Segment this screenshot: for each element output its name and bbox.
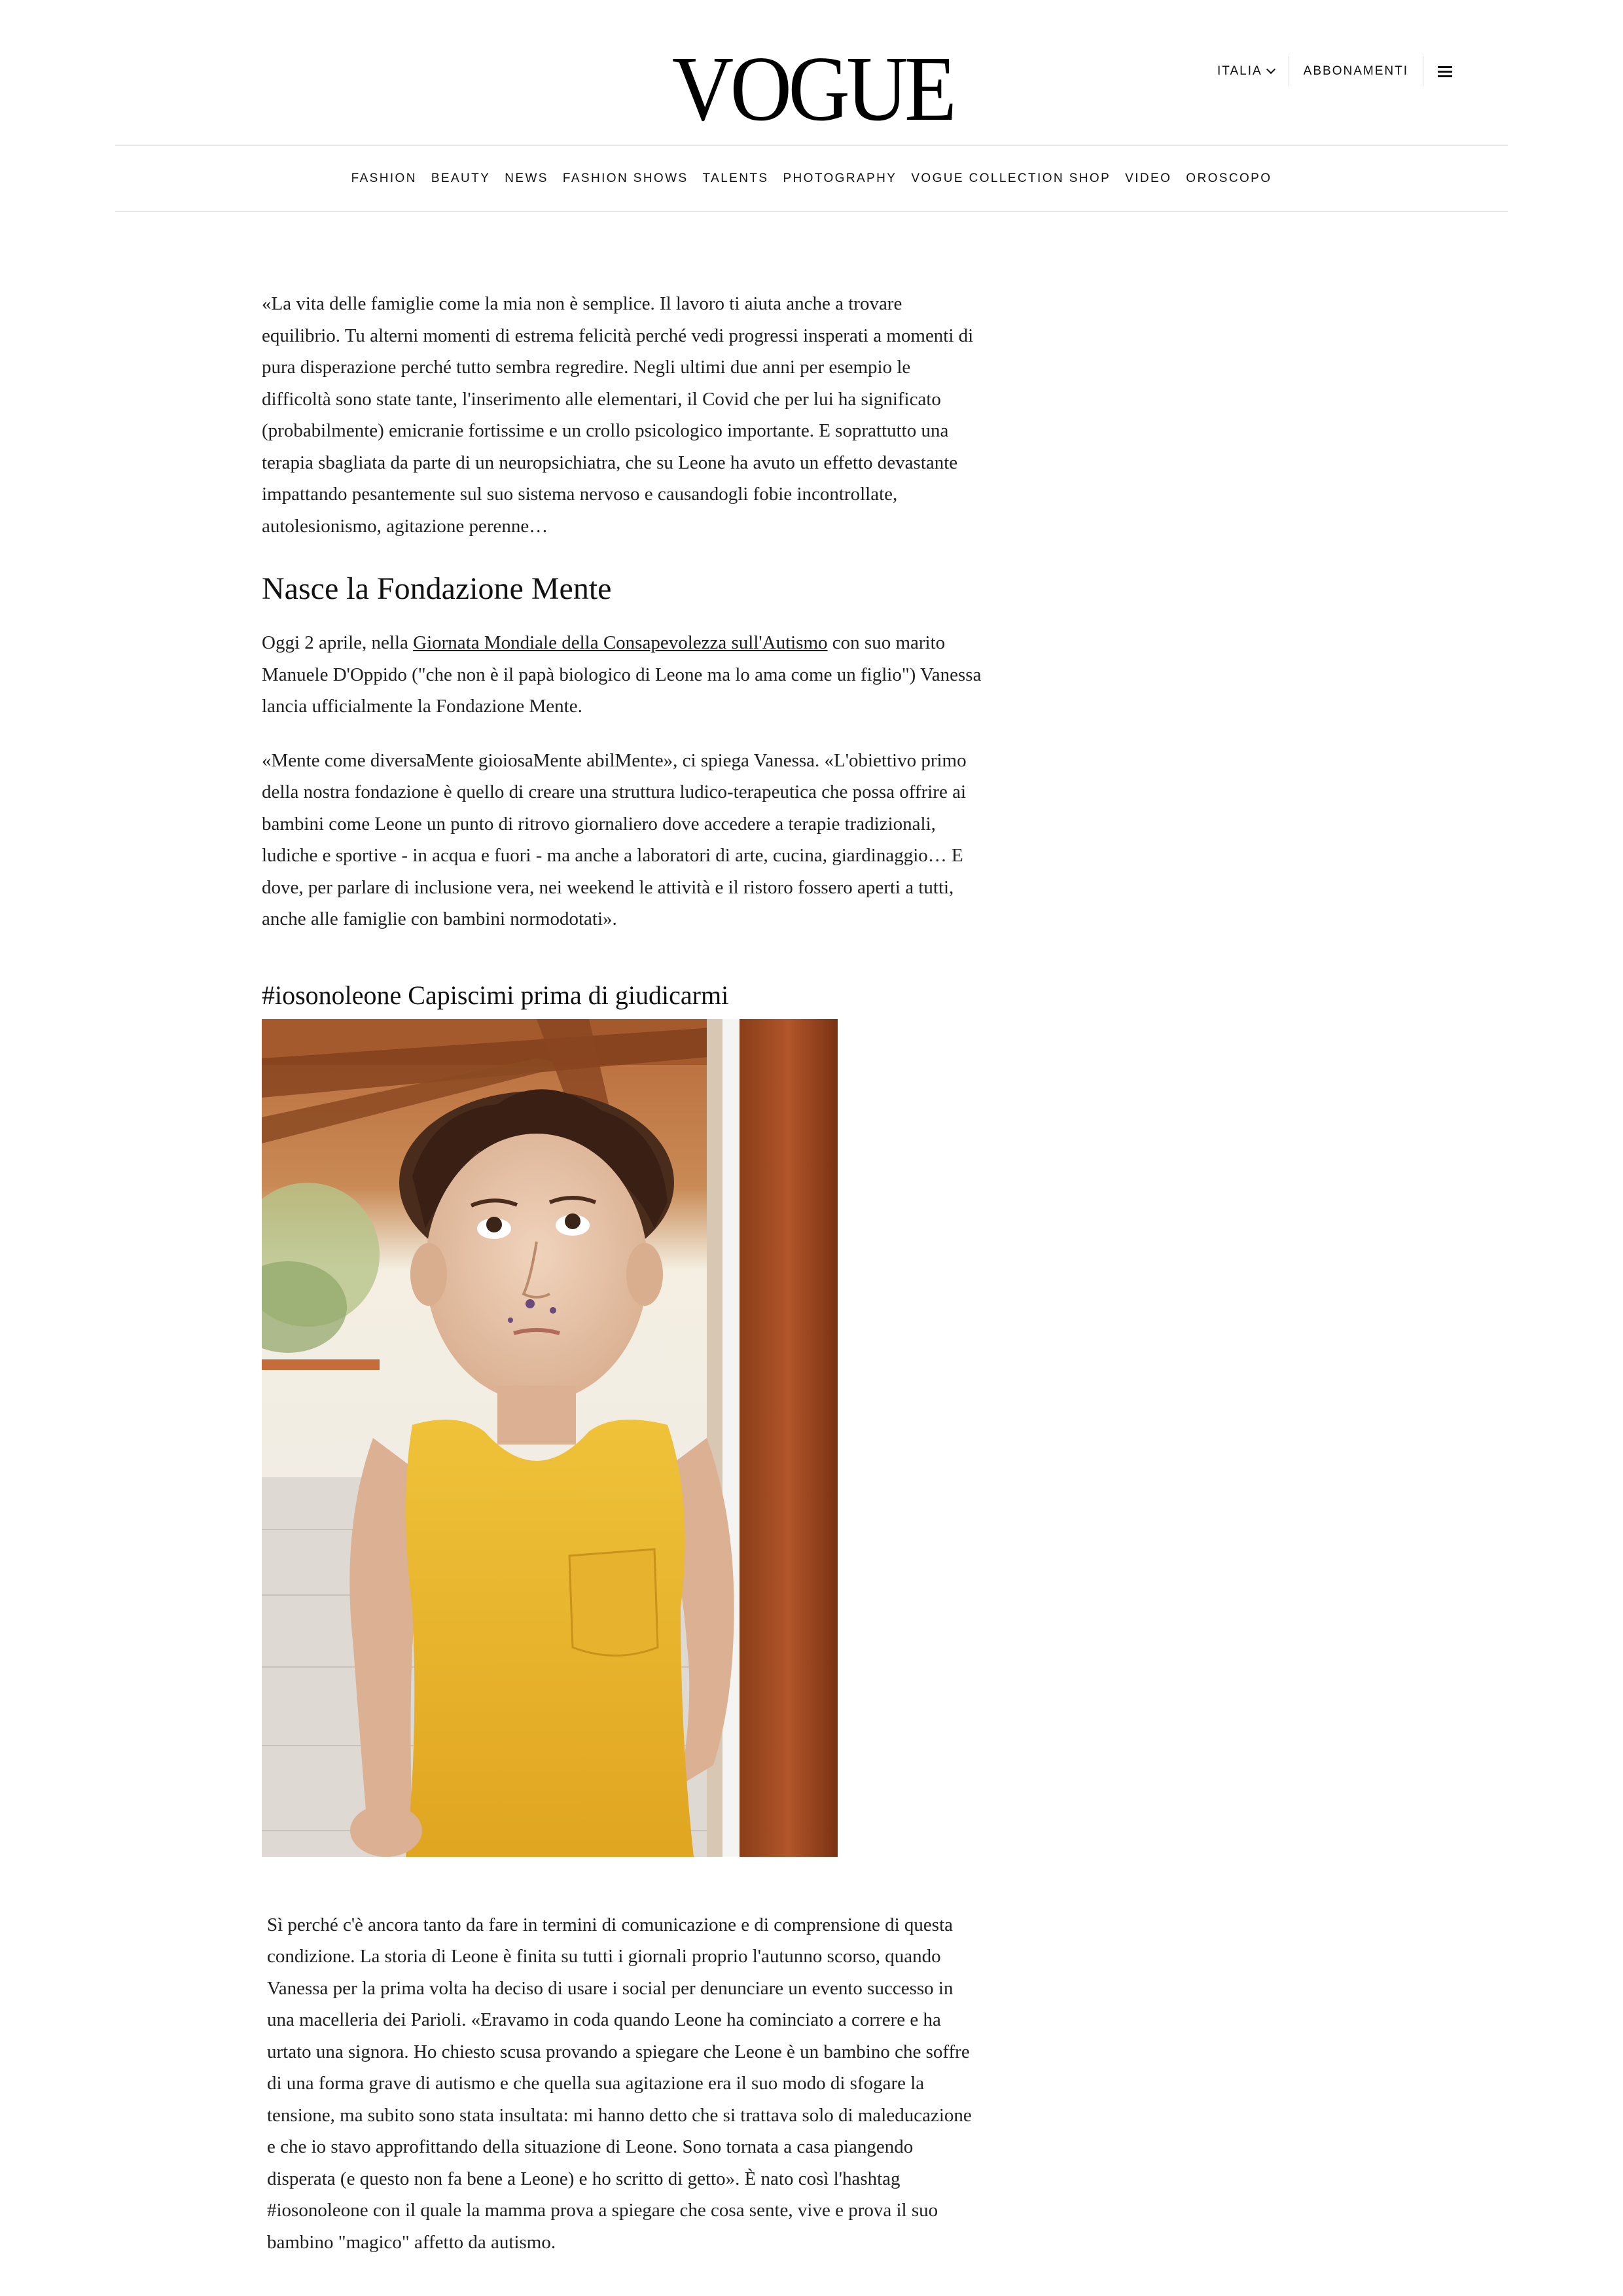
utility-bar xyxy=(1217,56,1452,86)
edition-label: ITALIA xyxy=(1217,64,1262,78)
section-heading-fondazione: Nasce la Fondazione Mente xyxy=(262,571,612,606)
vogue-logo[interactable]: VOGUE xyxy=(671,37,954,140)
header-divider-top xyxy=(115,145,1508,146)
article-body xyxy=(262,288,982,2280)
article-paragraph-2 xyxy=(262,627,982,723)
chevron-down-icon xyxy=(1266,65,1275,74)
menu-button[interactable] xyxy=(1423,56,1452,86)
nav-item-video[interactable]: VIDEO xyxy=(1125,171,1172,185)
header-divider-bottom xyxy=(115,211,1508,212)
main-navigation xyxy=(0,162,1623,195)
edition-selector[interactable] xyxy=(1217,56,1289,86)
subscriptions-link[interactable]: ABBONAMENTI xyxy=(1289,56,1423,86)
article-paragraph-3: «Mente come diversaMente gioiosaMente abilMente», ci spiega Vanessa. «L'obiettivo primo della nostra fondazione è quello di creare una struttura ludico-terapeutica che possa offrire ai bambini come Leone un punto di ritrovo giornaliero dove accedere a terapie tradizionali, ludiche e sportive - in acqua e fuori - ma anche a laboratori di arte, cucina, giardinaggio… E dove, per parlare di inclusione vera, nei weekend le attività e il ristoro fossero aperti a tutti, anche alle famiglie con bambini normodotati». xyxy=(262,749,967,929)
nav-item-fashion-shows[interactable]: FASHION SHOWS xyxy=(562,171,688,185)
section-heading-iosonoleone: #iosonoleone Capiscimi prima di giudicarmi xyxy=(262,980,729,1010)
nav-item-oroscopo[interactable]: OROSCOPO xyxy=(1186,171,1272,185)
site-header xyxy=(0,0,1623,216)
paragraph-2-text-after: con suo marito Manuele D'Oppido ("che non è il papà biologico di Leone ma lo ama come un figlio") Vanessa lancia ufficialmente la Fondazione Mente. xyxy=(262,632,982,717)
nav-item-photography[interactable]: PHOTOGRAPHY xyxy=(783,171,897,185)
nav-item-beauty[interactable]: BEAUTY xyxy=(431,171,491,185)
nav-item-vogue-collection-shop[interactable]: VOGUE COLLECTION SHOP xyxy=(911,171,1111,185)
article-photo-child xyxy=(262,1019,838,1857)
nav-item-fashion[interactable]: FASHION xyxy=(351,171,417,185)
giornata-mondiale-link[interactable]: Giornata Mondiale della Consapevolezza sull'Autismo xyxy=(413,632,828,653)
hamburger-menu-icon xyxy=(1438,66,1452,77)
article-paragraph-4: Sì perché c'è ancora tanto da fare in termini di comunicazione e di comprensione di questa condizione. La storia di Leone è finita su tutti i giornali proprio l'autunno scorso, quando Vanessa per la prima volta ha deciso di usare i social per denunciare un evento successo in una macelleria dei Parioli. «Eravamo in coda quando Leone ha cominciato a correre e ha urtato una signora. Ho chiesto scusa provando a spiegare che Leone è un bambino che soffre di una forma grave di autismo e che quella sua agitazione era il suo modo di sfogare la tensione, ma subito sono stata insultata: mi hanno detto che si trattava solo di maleducazione e che io stavo approfittando della situazione di Leone. Sono tornata a casa piangendo disperata (e questo non fa bene a Leone) e ho scritto di getto». È nato così l'hashtag #iosonoleone con il quale la mamma prova a spiegare che cosa sente, vive e prova il suo bambino "magico" affetto da autismo. xyxy=(267,1914,972,2253)
nav-item-news[interactable]: NEWS xyxy=(505,171,548,185)
article-paragraph-1: «La vita delle famiglie come la mia non è semplice. Il lavoro ti aiuta anche a trovare equilibrio. Tu alterni momenti di estrema felicità perché vedi progressi insperati a momenti di pura disperazione perché tutto sembra regredire. Negli ultimi due anni per esempio le difficoltà sono state tante, l'inserimento alle elementari, il Covid che per lui ha significato (probabilmente) emicranie fortissime e un crollo psicologico importante. E soprattutto una terapia sbagliata da parte di un neuropsichiatra, che su Leone ha avuto un effetto devastante impattando pesantemente sul suo sistema nervoso e causandogli fobie incontrollate, autolesionismo, agitazione perenne… xyxy=(262,293,974,537)
nav-item-talents[interactable]: TALENTS xyxy=(702,171,769,185)
paragraph-2-text-before: Oggi 2 aprile, nella xyxy=(262,632,414,653)
